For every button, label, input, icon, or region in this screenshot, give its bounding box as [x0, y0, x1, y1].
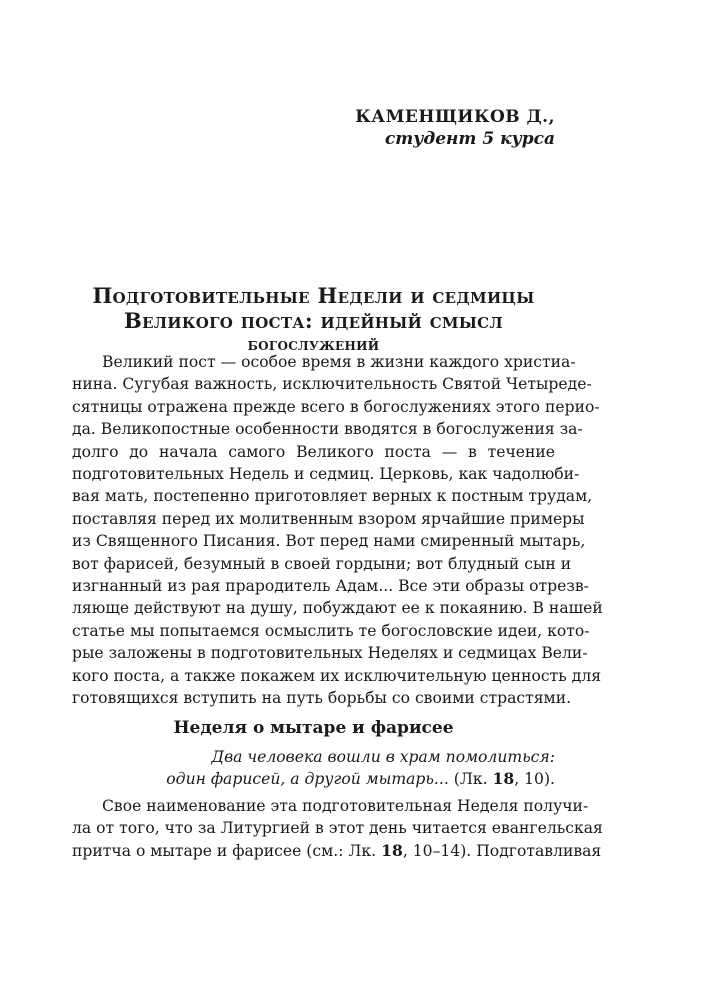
paragraph-line: поставляя перед их молитвенным взором ярчайшие примеры	[72, 509, 585, 528]
epigraph-line-1: Два человека вошли в храм помолиться:	[211, 748, 555, 766]
epigraph-ref-chapter: 18	[492, 769, 515, 789]
epigraph	[72, 746, 555, 791]
author-block	[355, 106, 555, 150]
author-role: студент 5 курса	[384, 129, 555, 149]
paragraph-line: сятницы отражена прежде всего в богослужениях этого перио-	[72, 397, 600, 416]
epigraph-ref-prefix: (Лк.	[448, 770, 493, 789]
section-heading: Неделя о мытаре и фарисее	[173, 718, 454, 738]
paragraph-line: из Священного Писания. Вот перед нами смиренный мытарь,	[72, 532, 586, 551]
paragraph-line: ляюще действуют на душу, побуждают ее к покаянию. В нашей	[72, 599, 603, 618]
line3-prefix: притча о мытаре и фарисее (см.: Лк.	[72, 841, 382, 860]
section-paragraph	[72, 795, 603, 862]
intro-paragraph	[72, 351, 603, 710]
paragraph-line: да. Великопостные особенности вводятся в богослужения за-	[72, 420, 583, 439]
epigraph-ref-suffix: , 10).	[514, 770, 555, 789]
paragraph-line: вот фарисей, безумный в своей гордыни; вот блудный сын и	[72, 554, 572, 573]
paragraph-line: Свое наименование эта подготовительная Неделя получи-	[102, 797, 589, 815]
epigraph-quote: один фарисей, а другой мытарь...	[166, 770, 449, 789]
paragraph-line: изгнанный из рая прародитель Адам... Все эти образы отрезв-	[72, 577, 589, 596]
paragraph-line: долго до начала самого Великого поста — в течение	[72, 442, 555, 461]
epigraph-line-2	[72, 768, 555, 790]
article-title	[72, 283, 555, 358]
paragraph-line: Великий пост — особое время в жизни каждого христиа-	[102, 353, 576, 371]
paragraph-line: кого поста, а также покажем их исключительную ценность для	[72, 666, 602, 685]
document-page	[72, 0, 603, 1003]
paragraph-line: ла от того, что за Литургией в этот день читается евангельская	[72, 819, 603, 838]
paragraph-line: вая мать, постепенно приготовляет верных к постным трудам,	[72, 487, 593, 506]
title-line-3: богослужений	[247, 335, 380, 355]
author-name: КАМЕНЩИКОВ Д.,	[355, 107, 555, 127]
paragraph-line: рые заложены в подготовительных Неделях и седмицах Вели-	[72, 644, 588, 663]
paragraph-line: нина. Сугубая важность, исключительность Святой Четыреде-	[72, 375, 592, 394]
paragraph-line: готовящихся вступить на путь борьбы со своими страстями.	[72, 689, 572, 708]
line3-suffix: , 10–14). Подготавливая	[402, 841, 602, 860]
title-line-2: Великого поста: идейный смысл	[124, 308, 503, 333]
title-line-1: Подготовительные Недели и седмицы	[92, 283, 535, 308]
line3-chapter: 18	[381, 840, 403, 860]
paragraph-line	[72, 840, 602, 862]
paragraph-line: статье мы попытаемся осмыслить те богословские идеи, кото-	[72, 621, 590, 640]
paragraph-line: подготовительных Недель и седмиц. Церковь, как чадолюби-	[72, 465, 580, 484]
